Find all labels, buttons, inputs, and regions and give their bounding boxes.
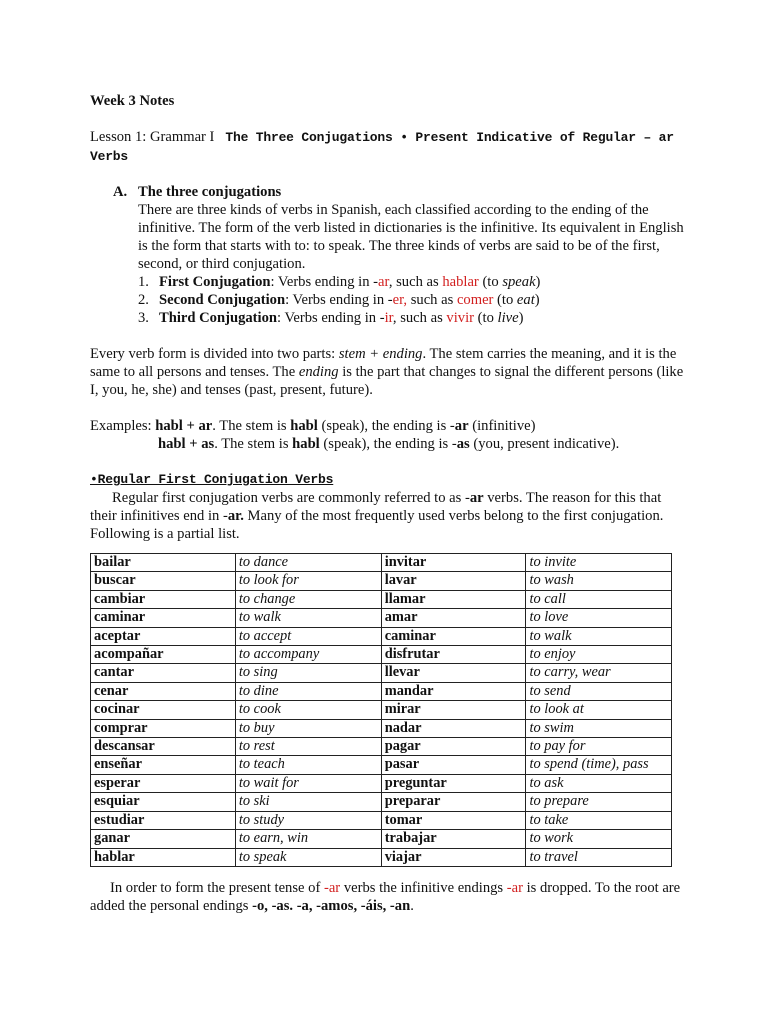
table-row	[91, 811, 672, 829]
table-row	[91, 848, 672, 866]
lesson-heading	[90, 128, 690, 166]
lesson-label: Lesson 1: Grammar I	[90, 129, 215, 145]
translation-cell: to accompany	[235, 646, 381, 664]
stem-ending-paragraph: Every verb form is divided into two parts: stem + ending. The stem carries the meaning, and it is the same to all persons and tenses. The ending is the part that changes to signal the different persons (like I, you, he, she) and tenses (past, present, future).	[90, 346, 684, 398]
section-a-heading: A. The three conjugations	[113, 184, 282, 200]
translation-cell: to pay for	[526, 738, 672, 756]
verb-cell: lavar	[381, 572, 526, 590]
verb-cell: cantar	[91, 664, 236, 682]
verb-cell: cambiar	[91, 590, 236, 608]
verb-cell: bailar	[91, 554, 236, 572]
verb-cell: cenar	[91, 682, 236, 700]
verb-cell: caminar	[381, 627, 526, 645]
verb-cell: llevar	[381, 664, 526, 682]
table-row	[91, 719, 672, 737]
verb-cell: hablar	[91, 848, 236, 866]
translation-cell: to take	[526, 811, 672, 829]
regular-verbs-body: Regular first conjugation verbs are commonly referred to as -ar verbs. The reason for this that their infinitives end in -ar. Many of the most frequently used verbs belong to the first conjugation. Following is a partial list.	[90, 490, 664, 542]
translation-cell: to accept	[235, 627, 381, 645]
page-title: Week 3 Notes	[90, 93, 175, 109]
verb-cell: preparar	[381, 793, 526, 811]
translation-cell: to wash	[526, 572, 672, 590]
verb-cell: invitar	[381, 554, 526, 572]
verb-cell: nadar	[381, 719, 526, 737]
translation-cell: to carry, wear	[526, 664, 672, 682]
translation-cell: to enjoy	[526, 646, 672, 664]
verb-cell: ganar	[91, 830, 236, 848]
example-line: Examples: habl + ar. The stem is habl (speak), the ending is -ar (infinitive)	[90, 418, 536, 434]
conjugation-item: 3. Third Conjugation: Verbs ending in -ir, such as vivir (to live)	[138, 310, 524, 326]
verb-cell: pasar	[381, 756, 526, 774]
translation-cell: to look for	[235, 572, 381, 590]
table-row	[91, 830, 672, 848]
verb-cell: mirar	[381, 701, 526, 719]
translation-cell: to wait for	[235, 774, 381, 792]
verb-cell: esquiar	[91, 793, 236, 811]
translation-cell: to invite	[526, 554, 672, 572]
translation-cell: to walk	[235, 609, 381, 627]
table-row	[91, 554, 672, 572]
table-row	[91, 793, 672, 811]
table-row	[91, 609, 672, 627]
verb-cell: caminar	[91, 609, 236, 627]
translation-cell: to travel	[526, 848, 672, 866]
verb-cell: pagar	[381, 738, 526, 756]
verb-cell: preguntar	[381, 774, 526, 792]
section-a	[90, 183, 690, 327]
translation-cell: to dance	[235, 554, 381, 572]
table-row	[91, 756, 672, 774]
table-row	[91, 774, 672, 792]
table-row	[91, 572, 672, 590]
verb-cell: disfrutar	[381, 646, 526, 664]
table-row	[91, 738, 672, 756]
verb-cell: enseñar	[91, 756, 236, 774]
section-a-body: There are three kinds of verbs in Spanish, each classified according to the ending of the infinitive. The form of the verb listed in dictionaries is the infinitive. Its equivalent in English is the form that starts with to: to speak. The three kinds of verbs are said to be of the first, second, or third conjugation.	[138, 202, 684, 272]
translation-cell: to swim	[526, 719, 672, 737]
translation-cell: to look at	[526, 701, 672, 719]
example-line: habl + as. The stem is habl (speak), the ending is -as (you, present indicative).	[158, 436, 620, 452]
translation-cell: to study	[235, 811, 381, 829]
translation-cell: to walk	[526, 627, 672, 645]
translation-cell: to prepare	[526, 793, 672, 811]
verb-cell: estudiar	[91, 811, 236, 829]
translation-cell: to send	[526, 682, 672, 700]
translation-cell: to spend (time), pass	[526, 756, 672, 774]
verb-cell: mandar	[381, 682, 526, 700]
lesson-topic: The Three Conjugations • Present Indicative of Regular – ar Verbs	[90, 130, 674, 164]
translation-cell: to teach	[235, 756, 381, 774]
translation-cell: to dine	[235, 682, 381, 700]
verb-cell: buscar	[91, 572, 236, 590]
table-row	[91, 646, 672, 664]
translation-cell: to ask	[526, 774, 672, 792]
translation-cell: to sing	[235, 664, 381, 682]
translation-cell: to change	[235, 590, 381, 608]
translation-cell: to buy	[235, 719, 381, 737]
table-row	[91, 590, 672, 608]
verb-cell: viajar	[381, 848, 526, 866]
table-row	[91, 701, 672, 719]
verb-table	[90, 553, 672, 867]
verb-cell: llamar	[381, 590, 526, 608]
verb-cell: aceptar	[91, 627, 236, 645]
translation-cell: to call	[526, 590, 672, 608]
table-row	[91, 627, 672, 645]
verb-cell: cocinar	[91, 701, 236, 719]
translation-cell: to love	[526, 609, 672, 627]
verb-cell: amar	[381, 609, 526, 627]
examples	[90, 417, 690, 453]
conjugation-list	[138, 273, 690, 327]
translation-cell: to speak	[235, 848, 381, 866]
translation-cell: to work	[526, 830, 672, 848]
verb-cell: descansar	[91, 738, 236, 756]
verb-cell: comprar	[91, 719, 236, 737]
translation-cell: to cook	[235, 701, 381, 719]
closing-paragraph: In order to form the present tense of -ar verbs the infinitive endings -ar is dropped. To the root are added the personal endings -o, -as. -a, -amos, -áis, -an.	[90, 879, 681, 914]
translation-cell: to rest	[235, 738, 381, 756]
conjugation-item: 2. Second Conjugation: Verbs ending in -er, such as comer (to eat)	[138, 292, 540, 308]
translation-cell: to ski	[235, 793, 381, 811]
table-row	[91, 664, 672, 682]
conjugation-item: 1. First Conjugation: Verbs ending in -ar, such as hablar (to speak)	[138, 274, 541, 290]
verb-cell: acompañar	[91, 646, 236, 664]
verb-cell: esperar	[91, 774, 236, 792]
document-page	[90, 92, 690, 915]
verb-cell: tomar	[381, 811, 526, 829]
regular-verbs-heading: •Regular First Conjugation Verbs	[90, 472, 334, 487]
verb-cell: trabajar	[381, 830, 526, 848]
table-row	[91, 682, 672, 700]
translation-cell: to earn, win	[235, 830, 381, 848]
